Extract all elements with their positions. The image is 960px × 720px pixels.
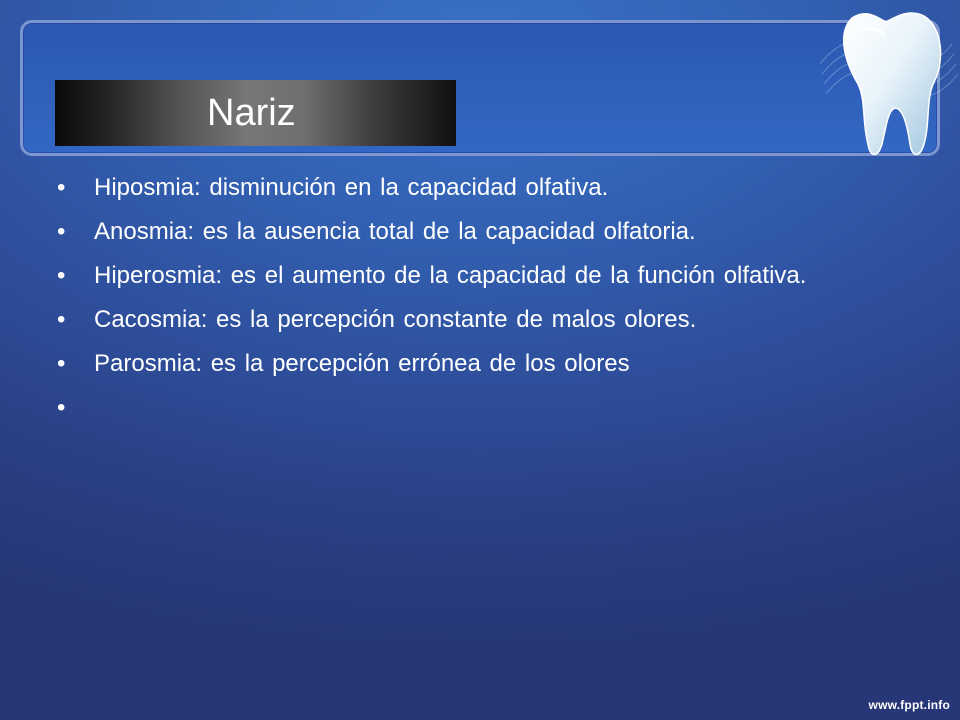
slide-title: Nariz: [207, 92, 296, 134]
list-item: [57, 393, 917, 423]
list-item: [57, 349, 917, 379]
bullet-dot: •: [57, 262, 66, 289]
bullet-dot: •: [57, 174, 66, 201]
bullet-text: Hiperosmia: es el aumento de la capacidad de la función olfativa.: [94, 262, 807, 289]
list-item: [57, 261, 917, 291]
list-item: [57, 305, 917, 335]
bullet-list: [57, 173, 917, 437]
list-item: [57, 217, 917, 247]
bullet-text: Anosmia: es la ausencia total de la capacidad olfatoria.: [94, 218, 696, 245]
bullet-text: Hiposmia: disminución en la capacidad olfativa.: [94, 174, 609, 201]
bullet-text: Cacosmia: es la percepción constante de malos olores.: [94, 306, 697, 333]
bullet-dot: •: [57, 350, 66, 377]
bullet-dot: •: [57, 394, 66, 421]
footer-url: www.fppt.info: [868, 698, 950, 712]
bullet-dot: •: [57, 306, 66, 333]
tooth-icon: [812, 4, 960, 162]
bullet-text: Parosmia: es la percepción errónea de los olores: [94, 350, 630, 377]
bullet-dot: •: [57, 218, 66, 245]
list-item: [57, 173, 917, 203]
